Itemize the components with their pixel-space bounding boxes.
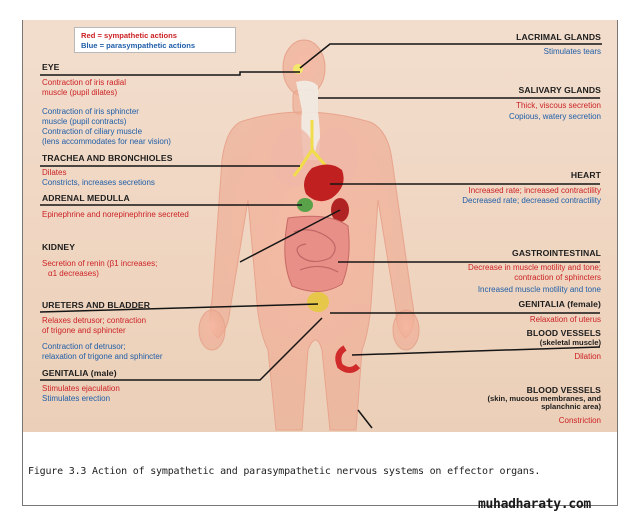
eye-title: EYE (42, 62, 60, 72)
gastro-title: GASTROINTESTINAL (512, 248, 601, 258)
ureters-title: URETERS AND BLADDER (42, 300, 151, 310)
vessels-skin-title: BLOOD VESSELS (526, 385, 601, 395)
heart-blue-1: Decreased rate; decreased contractility (462, 196, 601, 205)
adrenal-red-1: Epinephrine and norepinephrine secreted (42, 210, 189, 219)
vessels-skeletal-sub: (skeletal muscle) (539, 338, 601, 347)
figure-frame (22, 20, 618, 506)
genitalia-female-red-1: Relaxation of uterus (529, 315, 601, 324)
lacrimal-title: LACRIMAL GLANDS (516, 32, 601, 42)
trachea-red-1: Dilates (42, 168, 67, 177)
ureters-blue-1: Contraction of detrusor; (42, 342, 126, 351)
salivary-blue-1: Copious, watery secretion (508, 112, 601, 121)
lacrimal-blue-1: Stimulates tears (543, 47, 601, 56)
gastro-red-1: Decrease in muscle motility and tone; (468, 263, 601, 272)
legend-red: Red = sympathetic actions (81, 31, 178, 40)
vessels-skeletal-red-1: Dilation (574, 352, 601, 361)
heart-red-1: Increased rate; increased contractility (468, 186, 601, 195)
heart-title: HEART (570, 170, 601, 180)
genitalia-male-red-1: Stimulates ejaculation (42, 384, 120, 393)
eye-blue-1: Contraction of iris sphincter (42, 107, 139, 116)
eye-blue-3: Contraction of ciliary muscle (42, 127, 143, 136)
figure-caption: Figure 3.3 Action of sympathetic and parasympathetic nervous systems on effector organs. (28, 466, 541, 477)
genitalia-male-blue-1: Stimulates erection (42, 394, 111, 403)
vessels-skin-sub-2: splanchnic area) (541, 402, 601, 411)
ureters-blue-2: relaxation of trigone and sphincter (42, 352, 163, 361)
kidney-red-1: Secretion of renin (β1 increases; (42, 259, 158, 268)
eye-blue-2: muscle (pupil contracts) (42, 117, 127, 126)
ureters-red-1: Relaxes detrusor; contraction (42, 316, 147, 325)
ureters-red-2: of trigone and sphincter (42, 326, 126, 335)
eye-red-1: Contraction of iris radial (42, 78, 127, 87)
trachea-blue-1: Constricts, increases secretions (42, 178, 155, 187)
genitalia-female-title: GENITALIA (female) (518, 299, 601, 309)
trachea-title: TRACHEA AND BRONCHIOLES (42, 153, 173, 163)
legend-blue: Blue = parasympathetic actions (81, 41, 196, 50)
adrenal-title: ADRENAL MEDULLA (42, 193, 130, 203)
eye-blue-4: (lens accommodates for near vision) (42, 137, 171, 146)
vessels-skeletal-title: BLOOD VESSELS (526, 328, 601, 338)
vessels-skin-red-1: Constriction (558, 416, 601, 425)
kidney-title: KIDNEY (42, 242, 76, 252)
salivary-title: SALIVARY GLANDS (518, 85, 601, 95)
salivary-red-1: Thick, viscous secretion (516, 101, 601, 110)
gastro-red-2: contraction of sphincters (514, 273, 601, 282)
eye-red-2: muscle (pupil dilates) (42, 88, 118, 97)
site-watermark: muhadharaty.com (478, 497, 591, 512)
genitalia-male-title: GENITALIA (male) (42, 368, 117, 378)
kidney-red-2: α1 decreases) (48, 269, 99, 278)
vessels-skin-sub-1: (skin, mucous membranes, and (487, 394, 601, 403)
gastro-blue-1: Increased muscle motility and tone (477, 285, 601, 294)
